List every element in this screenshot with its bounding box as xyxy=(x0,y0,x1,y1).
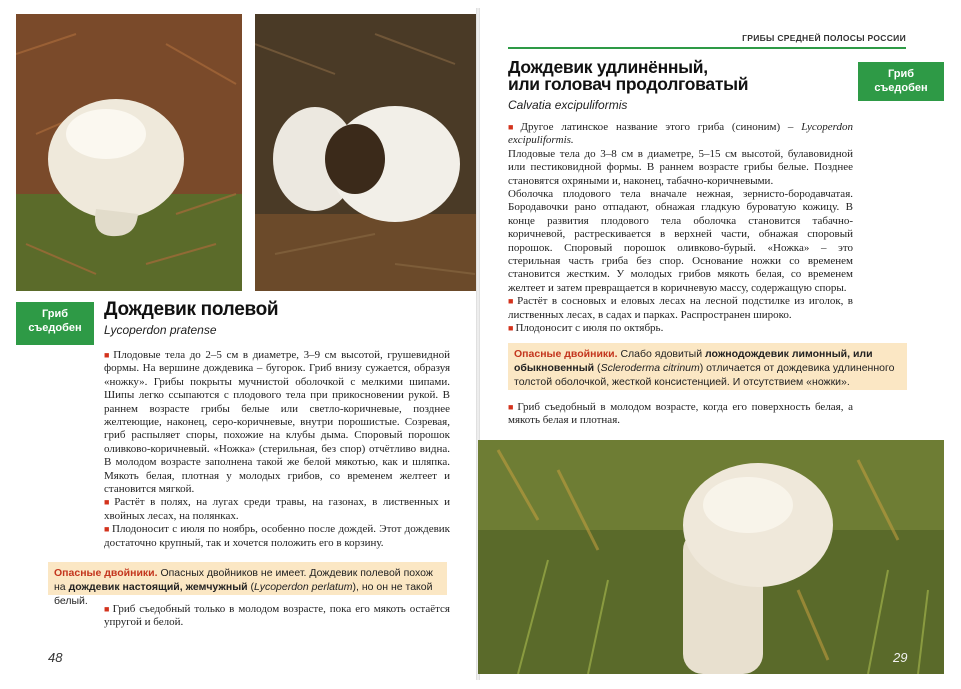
page-number: 48 xyxy=(48,650,63,665)
danger-twins-box: Опасные двойники. Слабо ядовитый ложнодождевик лимонный, или обыкновенный (Scleroderma citrinum) отличается от дождевика удлиненного толстой оболочкой, жесткой консистенцией. И отсутствием «ножки». xyxy=(508,343,907,390)
bullet-icon: ■ xyxy=(104,604,111,614)
bullet-icon: ■ xyxy=(508,323,514,334)
puffball-photo-top-left xyxy=(16,14,242,291)
paragraph: Плодовые тела до 3–8 см в диаметре, 5–15 см высотой, булавовидной или пестиковидной формы. В раннем возрасте грибы белые. Позднее становятся охряными и, наконец, табачно-коричневыми. xyxy=(508,147,853,187)
description xyxy=(508,121,853,336)
puffball-photo-top-middle xyxy=(255,14,477,291)
paragraph: ■ Плодовые тела до 2–5 см в диаметре, 3–9 см высотой, грушевидной формы. На вершине дождевика – бугорок. Гриб внизу сужается, образуя «ножку». Грибы покрыты мучнистой оболочкой с мелкими шипами. Шипы легко ссыпаются с плодового тела при прикосновении рукой. В раннем возрасте грибы белые или светло-коричневые, позднее желтеющие, наконец, серо-коричневые, внутри порошистые. Созревая, гриб распыляет споры, похожие на клубы дыма. Споровый порошок оливково-коричневый. «Ножка» (стерильная, без спор) отчётливо видна. В молодом возрасте заполнена такой же белой мякотью, как и шляпка. Мякоть белая, плотная у молодых грибов, со временем желтеет и становится мягкой. xyxy=(104,349,450,496)
bullet-icon: ■ xyxy=(104,350,112,360)
page-title-line1: Дождевик удлинённый, xyxy=(508,57,708,77)
paragraph: ■ Плодоносит с июля по ноябрь, особенно после дождей. Этот дождевик достаточно крупный, так и хочется положить его в корзину. xyxy=(104,523,451,549)
latin-name: Lycoperdon pratense xyxy=(104,323,217,337)
edible-tag xyxy=(16,302,94,345)
tag-line2: съедобен xyxy=(28,322,82,334)
paragraph: ■ Растёт в сосновых и еловых лесах на лесной подстилке из иголок, в лиственных лесах, в садах и парках. Распространен широко. xyxy=(508,295,854,321)
danger-twins-box: Опасные двойники. Опасных двойников не имеет. Дождевик полевой похож на дождевик настоящий, жемчужный (Lycoperdon perlatum), но он не такой белый. xyxy=(48,562,447,595)
paragraph: ■ Растёт в полях, на лугах среди травы, на газонах, в лиственных и хвойных лесах, на полянках. xyxy=(104,496,450,522)
bullet-icon: ■ xyxy=(508,122,519,132)
bullet-icon: ■ xyxy=(508,402,516,412)
page-title: Дождевик полевой xyxy=(104,299,279,320)
puffball-photo-bottom-right xyxy=(478,440,944,674)
edible-tag xyxy=(858,62,944,101)
bullet-icon: ■ xyxy=(104,524,110,535)
tag-line1: Гриб xyxy=(41,308,69,320)
description xyxy=(104,349,450,550)
paragraph: ■ Другое латинское название этого гриба (синоним) – Lycoperdon excipuliformis. xyxy=(508,121,853,147)
page-number: 29 xyxy=(893,650,908,665)
bullet-icon: ■ xyxy=(508,296,516,307)
latin-name: Calvatia excipuliformis xyxy=(508,98,628,112)
page-title-line2: или головач продолговатый xyxy=(508,74,749,94)
left-page xyxy=(0,0,478,689)
running-header: ГРИБЫ СРЕДНЕЙ ПОЛОСЫ РОССИИ xyxy=(742,33,906,43)
tag-line1: Гриб xyxy=(887,68,915,80)
edibility-note: ■ Гриб съедобный в молодом возрасте, когда его поверхность белая, а мякоть белая и плотная. xyxy=(508,401,854,427)
edibility-note: ■ Гриб съедобный только в молодом возрасте, пока его мякоть остаётся упругой и белой. xyxy=(104,603,450,629)
bullet-icon: ■ xyxy=(104,497,113,508)
tag-line2: съедобен xyxy=(874,82,928,94)
paragraph: ■ Плодоносит с июля по октябрь. xyxy=(508,322,664,335)
paragraph: Оболочка плодового тела вначале нежная, зернисто-бородавчатая. Бородавочки рано отпадают, обнажая гладкую буроватую кожицу. В конце развития плодового тела оболочка становится табачно-коричневой, растрескивается в верхней части, обнажая споровый порошок. Споровый порошок оливково-бурый. «Ножка» – это стерильная часть гриба без спор. Основание ножки со временем становится жестким. У молодых грибов мякоть белая, со временем желтеет и затем превращается в коричневую массу, содержащую споры. xyxy=(508,188,853,294)
header-rule xyxy=(508,47,906,49)
